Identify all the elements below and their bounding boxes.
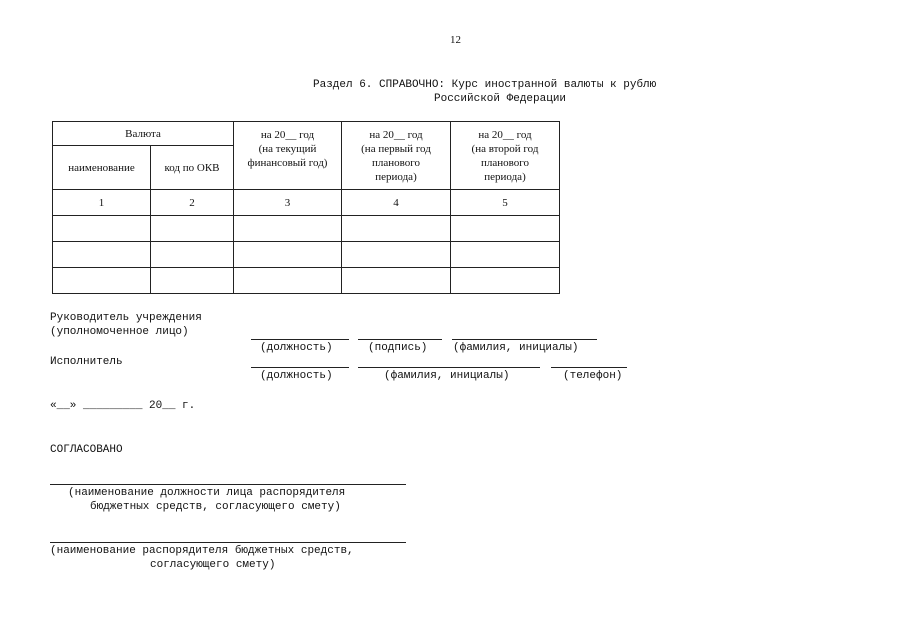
table-row bbox=[53, 268, 560, 294]
executor-position-caption: (должность) bbox=[260, 370, 333, 382]
section-title-line1: Раздел 6. СПРАВОЧНО: Курс иностранной валюты к рублю bbox=[313, 79, 657, 91]
approval-caption2-line1: (наименование распорядителя бюджетных средств, bbox=[50, 545, 354, 557]
approval-line-1 bbox=[50, 484, 406, 485]
page-number: 12 bbox=[450, 34, 461, 46]
currency-rate-table bbox=[52, 121, 560, 294]
header-okv-code: код по ОКВ bbox=[151, 146, 234, 190]
table-row bbox=[53, 242, 560, 268]
header-first-plan-year: на 20__ год (на первый год планового периода) bbox=[342, 122, 451, 190]
head-position-caption: (должность) bbox=[260, 342, 333, 354]
executor-name-line bbox=[358, 367, 540, 368]
executor-phone-caption: (телефон) bbox=[563, 370, 623, 382]
col-number-4: 4 bbox=[342, 190, 451, 216]
executor-position-line bbox=[251, 367, 349, 368]
table-row bbox=[53, 216, 560, 242]
head-name-caption: (фамилия, инициалы) bbox=[453, 342, 579, 354]
header-name: наименование bbox=[53, 146, 151, 190]
col-number-3: 3 bbox=[234, 190, 342, 216]
date-line: «__» _________ 20__ г. bbox=[50, 400, 196, 412]
approval-line-2 bbox=[50, 542, 406, 543]
header-second-plan-year: на 20__ год (на второй год планового периода) bbox=[451, 122, 560, 190]
col-number-1: 1 bbox=[53, 190, 151, 216]
approval-caption1-line1: (наименование должности лица распорядителя bbox=[68, 487, 346, 499]
head-name-line bbox=[452, 339, 597, 340]
approval-caption2-line2: согласующего смету) bbox=[150, 559, 276, 571]
executor-label: Исполнитель bbox=[50, 356, 123, 368]
header-currency: Валюта bbox=[53, 122, 234, 146]
head-label-line1: Руководитель учреждения bbox=[50, 312, 202, 324]
executor-name-caption: (фамилия, инициалы) bbox=[384, 370, 510, 382]
col-number-5: 5 bbox=[451, 190, 560, 216]
approval-label: СОГЛАСОВАНО bbox=[50, 444, 123, 456]
section-title-line2: Российской Федерации bbox=[434, 93, 567, 105]
col-number-2: 2 bbox=[151, 190, 234, 216]
head-label-line2: (уполномоченное лицо) bbox=[50, 326, 189, 338]
head-signature-line bbox=[358, 339, 442, 340]
approval-caption1-line2: бюджетных средств, согласующего смету) bbox=[90, 501, 341, 513]
executor-phone-line bbox=[551, 367, 627, 368]
head-position-line bbox=[251, 339, 349, 340]
header-current-year: на 20__ год (на текущий финансовый год) bbox=[234, 122, 342, 190]
head-signature-caption: (подпись) bbox=[368, 342, 428, 354]
